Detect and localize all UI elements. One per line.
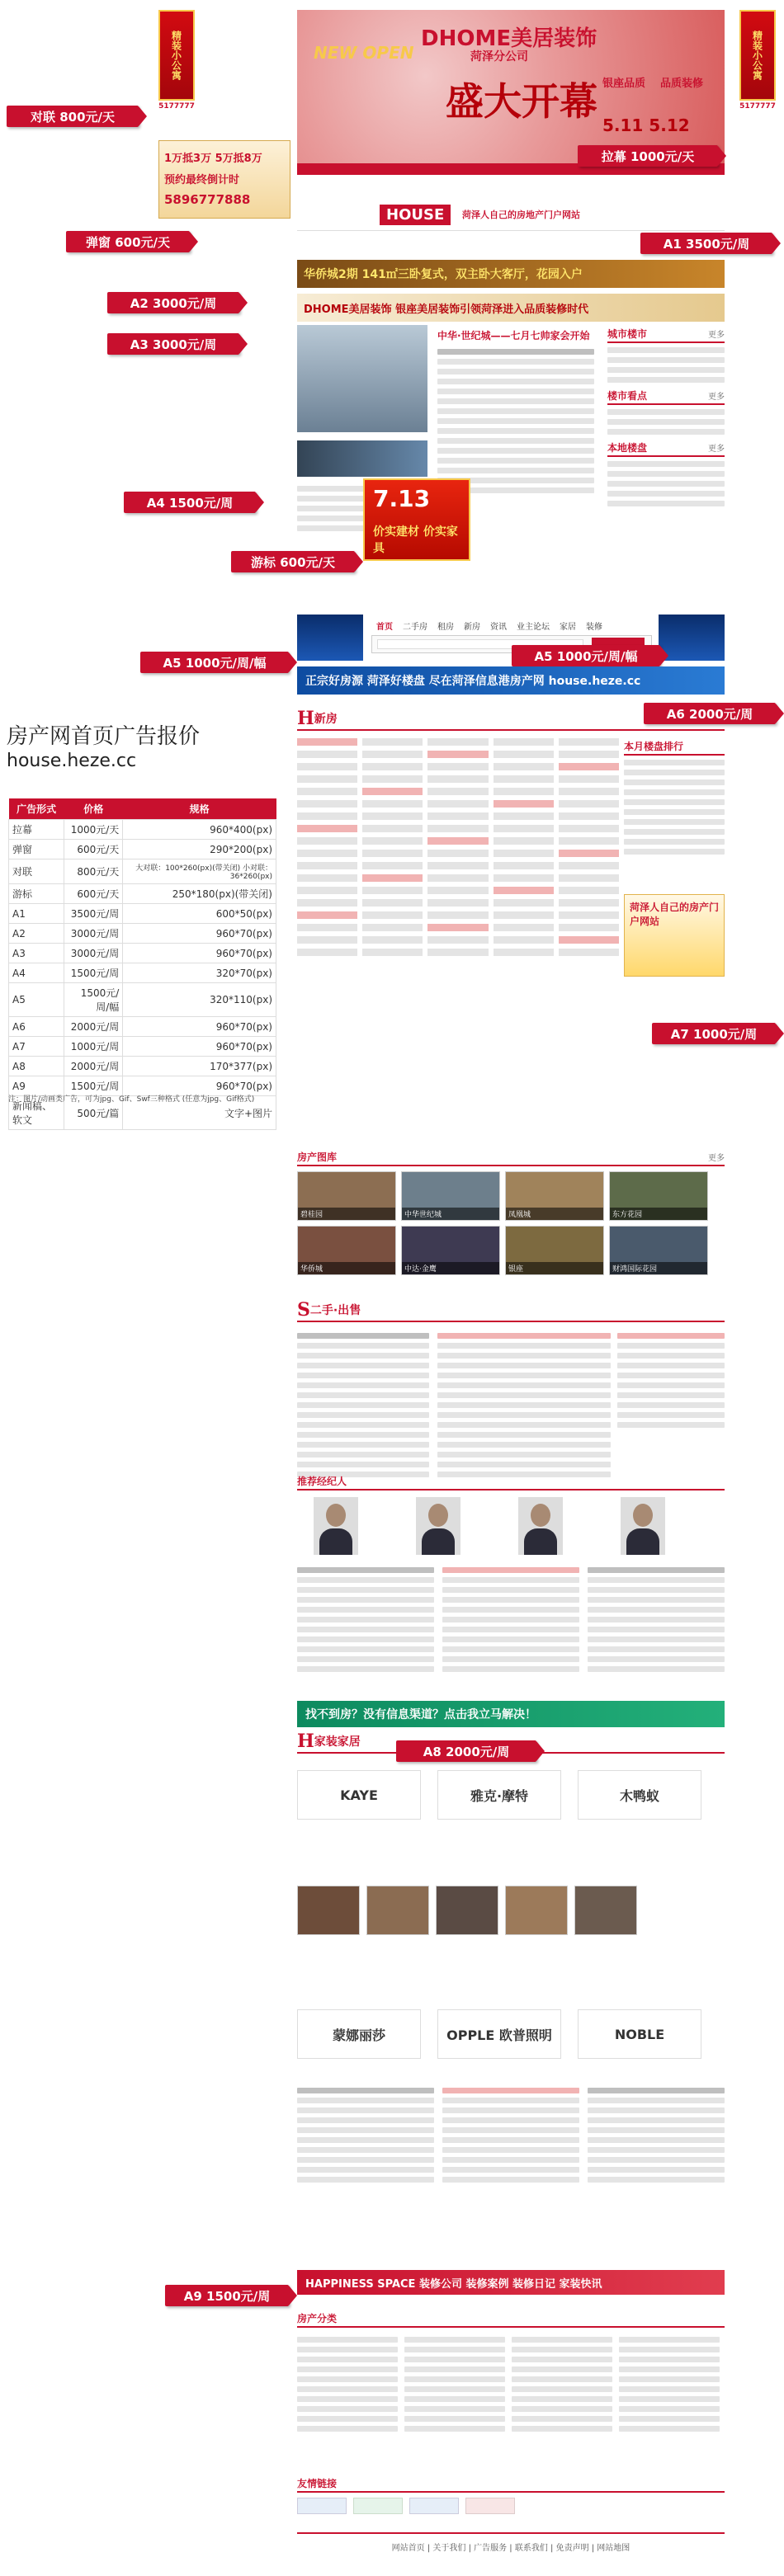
- sale-bottom-news: [297, 1563, 725, 1676]
- newhouse-link[interactable]: [427, 874, 488, 882]
- price-row: [9, 1057, 276, 1076]
- home-icon: H: [297, 1731, 314, 1752]
- photo-thumb[interactable]: [505, 1226, 604, 1275]
- price-cell: 600*50(px): [123, 904, 276, 924]
- newhouse-link[interactable]: [559, 887, 619, 894]
- news-headline[interactable]: 中华·世纪城——七月七帅家会开始: [437, 330, 590, 341]
- right-couplet-ad[interactable]: [739, 10, 776, 101]
- price-cell: 960*70(px): [123, 924, 276, 944]
- floater-dates: 7.13: [373, 485, 431, 512]
- newhouse-link[interactable]: [362, 800, 423, 808]
- price-row: [9, 1037, 276, 1057]
- price-cell: 游标: [9, 884, 64, 904]
- newhouse-link[interactable]: [494, 949, 554, 956]
- newhouse-link[interactable]: [559, 837, 619, 845]
- floater-price-label: 游标 600元/天: [231, 551, 355, 572]
- price-row: [9, 983, 276, 1017]
- newhouse-link[interactable]: [297, 812, 357, 820]
- a5-ad-right[interactable]: [659, 615, 725, 661]
- newhouse-link[interactable]: [559, 874, 619, 882]
- a5-ad-left[interactable]: [297, 615, 363, 661]
- newhouse-link[interactable]: [559, 899, 619, 907]
- price-cell: 2000元/周: [64, 1057, 123, 1076]
- newhouse-rank: 本月楼盘排行: [624, 737, 725, 859]
- price-row: [9, 820, 276, 840]
- newhouse-link[interactable]: [427, 899, 488, 907]
- a7-price-label: A7 1000元/周: [652, 1023, 776, 1044]
- price-table-header: [9, 798, 276, 820]
- newhouse-link[interactable]: [559, 738, 619, 746]
- nav-tab[interactable]: 新房: [464, 622, 480, 632]
- find-text: 找不到房？没有信息渠道？点击我立马解决！: [305, 1708, 536, 1721]
- price-cell: 960*400(px): [123, 820, 276, 840]
- price-cell: 文字+图片: [123, 1096, 276, 1130]
- newhouse-link[interactable]: [362, 899, 423, 907]
- newhouse-link[interactable]: [297, 788, 357, 795]
- price-row: [9, 840, 276, 859]
- a2-text: 华侨城2期 141㎡三卧复式，双主卧大客厅，花园入户: [304, 268, 583, 281]
- nav-tab[interactable]: 家居: [560, 622, 576, 632]
- newhouse-link[interactable]: [494, 850, 554, 857]
- newhouse-link[interactable]: [362, 850, 423, 857]
- couplet-phone: 5177777: [739, 102, 776, 111]
- page-subtitle: house.heze.cc: [7, 751, 137, 771]
- bottom-links: 房产分类: [297, 2310, 725, 2491]
- a8-price-label: A8 2000元/周: [396, 1740, 536, 1762]
- a6-price-label: A6 2000元/周: [644, 703, 776, 724]
- agent-avatar[interactable]: [314, 1497, 358, 1555]
- price-cell: 960*70(px): [123, 944, 276, 963]
- newhouse-link[interactable]: [297, 738, 357, 746]
- price-cell: 320*70(px): [123, 963, 276, 983]
- price-cell: 1000元/周: [64, 1037, 123, 1057]
- price-row: [9, 1017, 276, 1037]
- a9-ad[interactable]: [297, 2270, 725, 2295]
- newhouse-link[interactable]: [362, 738, 423, 746]
- price-cell: 290*200(px): [123, 840, 276, 859]
- price-cell: 960*70(px): [123, 1076, 276, 1096]
- price-table: [8, 798, 276, 1130]
- sale-section: [297, 1299, 725, 1728]
- a4-price-label: A4 1500元/周: [124, 492, 256, 513]
- brand-logo[interactable]: NOBLE: [578, 2009, 701, 2059]
- price-cell: 1500元/周/幅: [64, 983, 123, 1017]
- newhouse-link[interactable]: [494, 825, 554, 832]
- couplet-phone: 5177777: [158, 102, 195, 111]
- photo-caption: 中达·金鹰: [402, 1262, 499, 1274]
- newhouse-link[interactable]: [297, 763, 357, 770]
- newhouse-link[interactable]: [362, 788, 423, 795]
- price-cell: 拉幕: [9, 820, 64, 840]
- a9-price-label: A9 1500元/周: [165, 2285, 289, 2306]
- price-cell: 800元/天: [64, 859, 123, 884]
- nav-tab[interactable]: 业主论坛: [517, 622, 550, 632]
- newhouse-link[interactable]: [297, 924, 357, 931]
- floater-text: 价实建材 价实家具: [373, 525, 458, 555]
- popup-phone: 5896777888: [164, 192, 251, 207]
- newhouse-link[interactable]: [427, 862, 488, 869]
- price-row: [9, 944, 276, 963]
- sale-icon: S: [297, 1299, 310, 1321]
- price-cell: 对联: [9, 859, 64, 884]
- brand-logo[interactable]: OPPLE 欧普照明: [437, 2009, 561, 2059]
- newhouse-link[interactable]: [297, 800, 357, 808]
- newhouse-link[interactable]: [297, 775, 357, 783]
- newhouse-link[interactable]: [559, 924, 619, 931]
- price-cell: A4: [9, 963, 64, 983]
- price-cell: 大对联：100*260(px)(带关闭) 小对联：36*260(px): [123, 859, 276, 884]
- price-cell: 250*180(px)(带关闭): [123, 884, 276, 904]
- newhouse-link[interactable]: [297, 936, 357, 944]
- newhouse-links: [297, 737, 619, 957]
- find-house-ad[interactable]: [297, 1701, 725, 1727]
- banner-dates: 5.11 5.12: [602, 115, 690, 135]
- sale-listing: [437, 1329, 611, 1481]
- a6-ad[interactable]: [297, 666, 725, 695]
- nav-tab[interactable]: 二手房: [403, 622, 427, 632]
- price-cell: 2000元/周: [64, 1017, 123, 1037]
- agent-title: 推荐经纪人: [297, 1475, 347, 1487]
- newhouse-link[interactable]: [297, 949, 357, 956]
- newhouse-link[interactable]: [559, 850, 619, 857]
- newhouse-link[interactable]: [427, 936, 488, 944]
- site-tagline: 菏泽人自己的房地产门户网站: [462, 210, 580, 220]
- banner-slogan1: 银座品质: [602, 78, 646, 90]
- newhouse-link[interactable]: [297, 825, 357, 832]
- newhouse-link[interactable]: [427, 949, 488, 956]
- newhouse-link[interactable]: [494, 775, 554, 783]
- price-cell: 3000元/周: [64, 944, 123, 963]
- a7-text: 菏泽人自己的房产门户网站: [630, 902, 720, 927]
- newhouse-link[interactable]: [427, 837, 488, 845]
- nav-tab[interactable]: 首页: [376, 622, 393, 632]
- newhouse-link[interactable]: [494, 763, 554, 770]
- newhouse-link[interactable]: [494, 936, 554, 944]
- photo-gallery: 房产图库 更多 碧桂园 中华世纪城 凤凰城 东方花园 华侨城 中达·金鹰 银座 财鸿国际花园: [297, 1148, 725, 1288]
- photo-caption: 华侨城: [298, 1262, 395, 1274]
- newhouse-link[interactable]: [297, 874, 357, 882]
- newhouse-link[interactable]: [427, 850, 488, 857]
- sale-news: [297, 1329, 429, 1481]
- a5-price-label-right: A5 1000元/周/幅: [512, 645, 660, 666]
- site-header: [297, 198, 725, 231]
- brand-logo[interactable]: KAYE: [297, 1770, 421, 1820]
- agent-avatar[interactable]: [416, 1497, 460, 1555]
- a9-text: HAPPINESS SPACE 装修公司 装修案例 装修日记 家装快讯: [305, 2277, 602, 2291]
- couplet-text: 精装小公寓: [751, 31, 763, 80]
- newhouse-link[interactable]: [559, 862, 619, 869]
- newhouse-link[interactable]: [494, 837, 554, 845]
- price-cell: 1500元/周: [64, 1076, 123, 1096]
- price-row: [9, 904, 276, 924]
- newhouse-link[interactable]: [362, 837, 423, 845]
- price-cell: 960*70(px): [123, 1037, 276, 1057]
- newhouse-link[interactable]: [494, 800, 554, 808]
- newhouse-link[interactable]: [427, 775, 488, 783]
- agent-avatar[interactable]: [518, 1497, 563, 1555]
- newhouse-link[interactable]: [494, 899, 554, 907]
- brand-logos: [297, 1770, 725, 1820]
- photo-caption: 凤凰城: [506, 1208, 603, 1220]
- price-row: [9, 924, 276, 944]
- newhouse-link[interactable]: [362, 874, 423, 882]
- news-photo[interactable]: [297, 325, 427, 432]
- popup-text2: 预约最终倒计时: [164, 174, 240, 186]
- friend-title: 友情链接: [297, 2477, 338, 2489]
- floater-ad[interactable]: [363, 478, 470, 561]
- sale-sidebar: [617, 1329, 725, 1432]
- newhouse-link[interactable]: [494, 924, 554, 931]
- photo-caption: 碧桂园: [298, 1208, 395, 1220]
- a3-price-label: A3 3000元/周: [107, 333, 239, 355]
- brand-logo[interactable]: 蒙娜丽莎: [297, 2009, 421, 2059]
- newhouse-link[interactable]: [427, 887, 488, 894]
- nav-tab[interactable]: 装修: [586, 622, 602, 632]
- price-cell: A2: [9, 924, 64, 944]
- price-cell: 3500元/周: [64, 904, 123, 924]
- agent-avatar[interactable]: [621, 1497, 665, 1555]
- photo-title: 房产图库: [297, 1151, 338, 1163]
- price-cell: A7: [9, 1037, 64, 1057]
- newhouse-link[interactable]: [494, 862, 554, 869]
- banner-open: NEW OPEN: [314, 43, 414, 63]
- newhouse-link[interactable]: [494, 751, 554, 758]
- a3-ad[interactable]: [297, 294, 725, 322]
- newhouse-link[interactable]: [427, 788, 488, 795]
- price-cell: 600元/天: [64, 884, 123, 904]
- newhouse-link[interactable]: [494, 911, 554, 919]
- newhouse-title: 新房: [314, 713, 338, 726]
- newhouse-link[interactable]: [362, 949, 423, 956]
- newhouse-link[interactable]: [362, 763, 423, 770]
- col-header: 价格: [64, 798, 123, 820]
- a5-price-label-left: A5 1000元/周/幅: [140, 652, 289, 673]
- brand-logo[interactable]: 雅克·摩特: [437, 1770, 561, 1820]
- nav-tab[interactable]: 资讯: [490, 622, 507, 632]
- newhouse-link[interactable]: [494, 812, 554, 820]
- newhouse-grid: [297, 737, 619, 957]
- newhouse-link[interactable]: [427, 800, 488, 808]
- price-cell: 500元/篇: [64, 1096, 123, 1130]
- newhouse-link[interactable]: [494, 887, 554, 894]
- photo-thumbs: [297, 1171, 725, 1275]
- newhouse-link[interactable]: [559, 936, 619, 944]
- photo-thumb[interactable]: [297, 1226, 396, 1275]
- price-cell: 320*110(px): [123, 983, 276, 1017]
- brand-logo[interactable]: 木鸭蚁: [578, 1770, 701, 1820]
- newhouse-link[interactable]: [297, 887, 357, 894]
- price-cell: 960*70(px): [123, 1017, 276, 1037]
- price-cell: A1: [9, 904, 64, 924]
- a6-text: 正宗好房源 菏泽好楼盘 尽在菏泽信息港房产网 house.heze.cc: [305, 675, 641, 688]
- home-title: 家装家居: [314, 1735, 361, 1749]
- home-thumbs: [297, 1886, 725, 1935]
- newhouse-link[interactable]: [362, 751, 423, 758]
- newhouse-link[interactable]: [427, 763, 488, 770]
- banner-slogan2: 品质装修: [660, 78, 704, 90]
- newhouse-link[interactable]: [559, 949, 619, 956]
- price-cell: A3: [9, 944, 64, 963]
- newhouse-link[interactable]: [297, 899, 357, 907]
- newhouse-link[interactable]: [427, 911, 488, 919]
- photo-thumb[interactable]: [401, 1226, 500, 1275]
- price-row: [9, 963, 276, 983]
- popup-ad[interactable]: [158, 140, 290, 219]
- newhouse-link[interactable]: [559, 800, 619, 808]
- newhouse-link[interactable]: [559, 775, 619, 783]
- a4-ad[interactable]: [297, 440, 427, 477]
- price-cell: A9: [9, 1076, 64, 1096]
- agent-section: [297, 1472, 725, 1555]
- newhouse-link[interactable]: [297, 850, 357, 857]
- price-row: [9, 859, 276, 884]
- footer: [297, 2532, 725, 2565]
- newhouse-link[interactable]: [559, 825, 619, 832]
- left-couplet-ad[interactable]: [158, 10, 195, 101]
- banner-headline: 盛大开幕: [446, 79, 597, 124]
- popup-text1: 1万抵3万 5万抵8万: [164, 153, 262, 165]
- sale-title: 二手·出售: [309, 1304, 361, 1317]
- page-title: 房产网首页广告报价: [7, 724, 201, 749]
- price-row: [9, 884, 276, 904]
- newhouse-link[interactable]: [494, 788, 554, 795]
- banner-branch: 菏泽分公司: [470, 50, 528, 64]
- newhouse-link[interactable]: [427, 812, 488, 820]
- newhouse-link[interactable]: [494, 738, 554, 746]
- agent-row: [297, 1497, 725, 1555]
- price-cell: 1000元/天: [64, 820, 123, 840]
- photo-caption: 银座: [506, 1262, 603, 1274]
- price-cell: 3000元/周: [64, 924, 123, 944]
- col-header: 规格: [123, 798, 276, 820]
- price-cell: A8: [9, 1057, 64, 1076]
- main-nav: [371, 617, 652, 633]
- newhouse-link[interactable]: [559, 788, 619, 795]
- newhouse-link[interactable]: [362, 936, 423, 944]
- newhouse-link[interactable]: [362, 812, 423, 820]
- friend-links: [297, 2475, 725, 2516]
- a2-ad[interactable]: [297, 260, 725, 288]
- newhouse-link[interactable]: [427, 825, 488, 832]
- photo-thumb[interactable]: [505, 1171, 604, 1221]
- newhouse-link[interactable]: [559, 812, 619, 820]
- site-logo[interactable]: HOUSE: [380, 205, 451, 225]
- price-cell: 弹窗: [9, 840, 64, 859]
- newhouse-link[interactable]: [297, 911, 357, 919]
- col-header: 广告形式: [9, 798, 64, 820]
- newhouse-link[interactable]: [494, 874, 554, 882]
- newhouse-section: [297, 708, 725, 1153]
- banner-price-label: 拉幕 1000元/天: [578, 145, 718, 167]
- price-cell: 170*377(px): [123, 1057, 276, 1076]
- newhouse-link[interactable]: [297, 862, 357, 869]
- banner-brand: DHOME美居装饰: [421, 26, 597, 51]
- photo-caption: 东方花园: [610, 1208, 707, 1220]
- brand-logos-2: [297, 2009, 725, 2059]
- photo-caption: 中华世纪城: [402, 1208, 499, 1220]
- price-note: 注：图片/动画类广告，可为jpg、Gif、Swf三种格式 (任意为jpg、Gif格式): [8, 1095, 255, 1104]
- newhouse-link[interactable]: [362, 862, 423, 869]
- photo-thumb[interactable]: [609, 1171, 708, 1221]
- a7-ad[interactable]: [624, 894, 725, 977]
- popup-price-label: 弹窗 600元/天: [66, 231, 190, 252]
- price-cell: A6: [9, 1017, 64, 1037]
- newhouse-link[interactable]: [559, 751, 619, 758]
- photo-thumb[interactable]: [609, 1226, 708, 1275]
- news-list: [437, 345, 594, 497]
- a2-price-label: A2 3000元/周: [107, 292, 239, 313]
- a3-text: DHOME美居装饰 银座美居装饰引领菏泽进入品质装修时代: [304, 303, 589, 316]
- price-cell: 600元/天: [64, 840, 123, 859]
- photo-thumb[interactable]: [297, 1171, 396, 1221]
- a1-price-label: A1 3500元/周: [640, 233, 772, 254]
- newhouse-link[interactable]: [427, 751, 488, 758]
- newhouse-link[interactable]: [362, 887, 423, 894]
- photo-caption: 财鸿国际花园: [610, 1262, 707, 1274]
- newhouse-link[interactable]: [427, 924, 488, 931]
- newhouse-link[interactable]: [297, 751, 357, 758]
- couplet-price-label: 对联 800元/天: [7, 106, 139, 127]
- newhouse-link[interactable]: [427, 738, 488, 746]
- price-cell: A5: [9, 983, 64, 1017]
- home-section: [297, 1731, 725, 2242]
- couplet-text: 精装小公寓: [170, 31, 182, 80]
- newhouse-link[interactable]: [362, 775, 423, 783]
- newhouse-link[interactable]: [362, 825, 423, 832]
- price-cell: 1500元/周: [64, 963, 123, 983]
- newhouse-link[interactable]: [559, 763, 619, 770]
- newhouse-link[interactable]: [559, 911, 619, 919]
- newhouse-icon: H: [297, 708, 314, 729]
- sidebar-news: 城市楼市 更多 楼市看点 更多 本地楼盘 更多: [607, 325, 725, 511]
- newhouse-link[interactable]: [297, 837, 357, 845]
- home-news: [297, 2084, 725, 2187]
- footer-links[interactable]: 网站首页 | 关于我们 | 广告服务 | 联系我们 | 免责声明 | 网站地图: [391, 2544, 631, 2553]
- photo-thumb[interactable]: [401, 1171, 500, 1221]
- newhouse-link[interactable]: [362, 924, 423, 931]
- price-cell: 新闻稿、软文: [9, 1096, 64, 1130]
- newhouse-link[interactable]: [362, 911, 423, 919]
- nav-tab[interactable]: 租房: [437, 622, 454, 632]
